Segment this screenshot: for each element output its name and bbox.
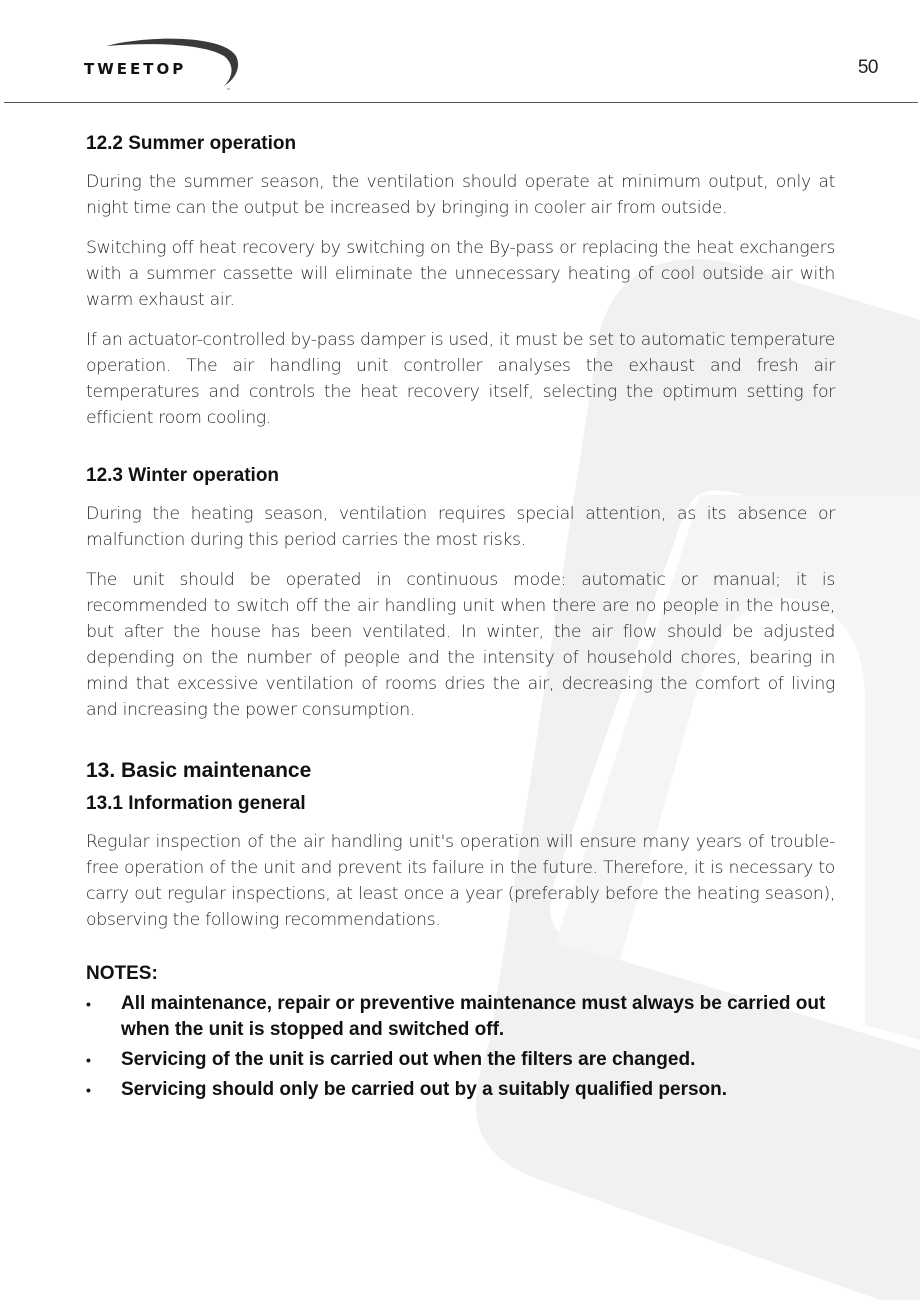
bullet-icon: • [86,996,91,1012]
paragraph: Switching off heat recovery by switching on the By-pass or replacing the heat exchangers with a summer cassette will eliminate the unnecessary heating of cool outside air with warm exhaust air. [86,238,835,310]
notes-heading: NOTES: [86,963,158,984]
page-number: 50 [857,57,878,78]
page-header [0,0,920,104]
tweetop-logo [84,36,244,96]
bullet-icon: • [86,1082,91,1098]
svg-text:™: ™ [226,88,231,94]
note-item: • All maintenance, repair or preventive maintenance must always be carried out when the unit is stopped and switched off. [86,993,826,1040]
paragraph: If an actuator-controlled by-pass damper is used, it must be set to automatic temperature operation. The air handling unit controller analyses the exhaust and fresh air temperatures and controls the heat recovery itself, selecting the optimum setting for efficient room cooling. [86,330,835,428]
note-item: • Servicing should only be carried out by a suitably qualified person. [86,1077,835,1103]
heading-basic-maintenance: 13. Basic maintenance [86,759,312,782]
notes-list [86,991,835,1103]
paragraph: During the summer season, the ventilation should operate at minimum output, only at night time can the output be increased by bringing in cooler air from outside. [86,172,835,218]
heading-summer-operation: 12.2 Summer operation [86,133,297,154]
heading-winter-operation: 12.3 Winter operation [86,465,280,486]
header-divider [4,102,918,103]
svg-text:TWEETOP: TWEETOP [84,60,187,78]
paragraph: The unit should be operated in continuous mode: automatic or manual; it is recommended to switch off the air handling unit when there are no people in the house, but after the house has been ventilated. In winter, the air flow should be adjusted depending on the number of people and the intensity of household chores, bearing in mind that excessive ventilation of rooms dries the air, decreasing the comfort of living and increasing the power consumption. [86,570,835,720]
heading-information-general: 13.1 Information general [86,793,306,814]
paragraph: During the heating season, ventilation requires special attention, as its absence or malfunction during this period carries the most risks. [86,504,835,550]
bullet-icon: • [86,1052,91,1068]
note-item: • Servicing of the unit is carried out when the filters are changed. [86,1047,835,1073]
page-content [86,133,835,1103]
paragraph: Regular inspection of the air handling unit's operation will ensure many years of trouble-free operation of the unit and prevent its failure in the future. Therefore, it is necessary to carry out regular inspections, at least once a year (preferably before the heating season), observing the following recommendations. [86,832,835,930]
